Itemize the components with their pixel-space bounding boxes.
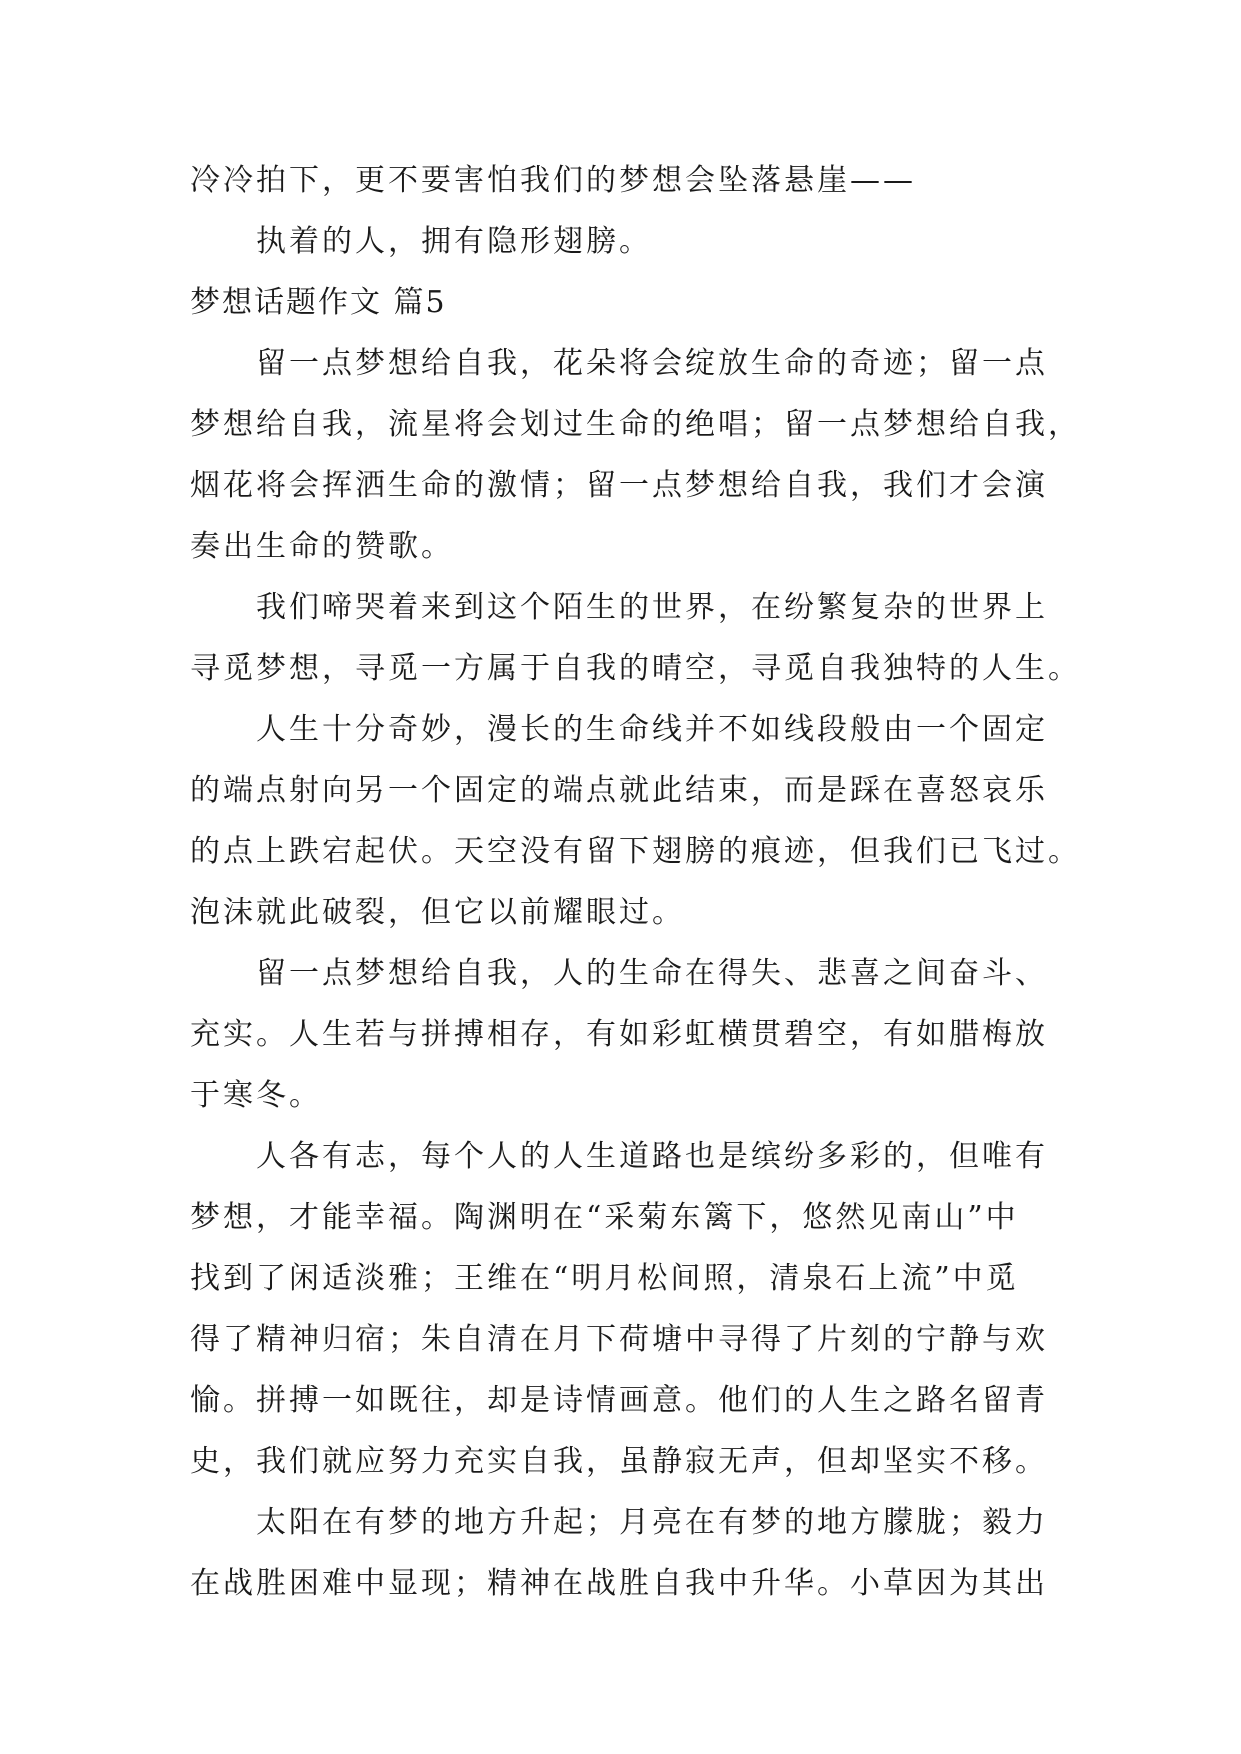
paragraph-start-line: 人生十分奇妙，漫长的生命线并不如线段般由一个固定 xyxy=(256,712,1048,747)
text-line: 寻觅梦想，寻觅一方属于自我的晴空，寻觅自我独特的人生。 xyxy=(190,651,1081,686)
text-line: 的端点射向另一个固定的端点就此结束，而是踩在喜怒哀乐 xyxy=(190,773,1048,808)
text-line: 奏出生命的赞歌。 xyxy=(190,529,454,564)
section-heading: 梦想话题作文 篇5 xyxy=(190,285,447,320)
text-line: 得了精神归宿；朱自清在月下荷塘中寻得了片刻的宁静与欢 xyxy=(190,1322,1048,1357)
text-line: 找到了闲适淡雅；王维在“明月松间照，清泉石上流”中觅 xyxy=(190,1261,1019,1296)
text-line: 梦想，才能幸福。陶渊明在“采菊东篱下，悠然见南山”中 xyxy=(190,1200,1019,1235)
text-line: 愉。拼搏一如既往，却是诗情画意。他们的人生之路名留青 xyxy=(190,1383,1048,1418)
text-line: 于寒冬。 xyxy=(190,1078,322,1113)
text-line: 执着的人，拥有隐形翅膀。 xyxy=(256,224,652,259)
paragraph-start-line: 人各有志，每个人的人生道路也是缤纷多彩的，但唯有 xyxy=(256,1139,1048,1174)
text-line: 冷冷拍下，更不要害怕我们的梦想会坠落悬崖—— xyxy=(190,163,916,198)
document-body xyxy=(190,150,1081,1614)
paragraph-start-line: 我们啼哭着来到这个陌生的世界，在纷繁复杂的世界上 xyxy=(256,590,1048,625)
paragraph-start-line: 留一点梦想给自我，花朵将会绽放生命的奇迹；留一点 xyxy=(256,346,1048,381)
text-line: 烟花将会挥洒生命的激情；留一点梦想给自我，我们才会演 xyxy=(190,468,1048,503)
text-line: 泡沫就此破裂，但它以前耀眼过。 xyxy=(190,895,685,930)
text-line: 在战胜困难中显现；精神在战胜自我中升华。小草因为其出 xyxy=(190,1566,1048,1601)
text-line: 充实。人生若与拼搏相存，有如彩虹横贯碧空，有如腊梅放 xyxy=(190,1017,1048,1052)
paragraph-start-line: 留一点梦想给自我，人的生命在得失、悲喜之间奋斗、 xyxy=(256,956,1048,991)
text-line: 史，我们就应努力充实自我，虽静寂无声，但却坚实不移。 xyxy=(190,1444,1048,1479)
paragraph-start-line: 太阳在有梦的地方升起；月亮在有梦的地方朦胧；毅力 xyxy=(256,1505,1048,1540)
text-line: 梦想给自我，流星将会划过生命的绝唱；留一点梦想给自我， xyxy=(190,407,1081,442)
text-line: 的点上跌宕起伏。天空没有留下翅膀的痕迹，但我们已飞过。 xyxy=(190,834,1081,869)
